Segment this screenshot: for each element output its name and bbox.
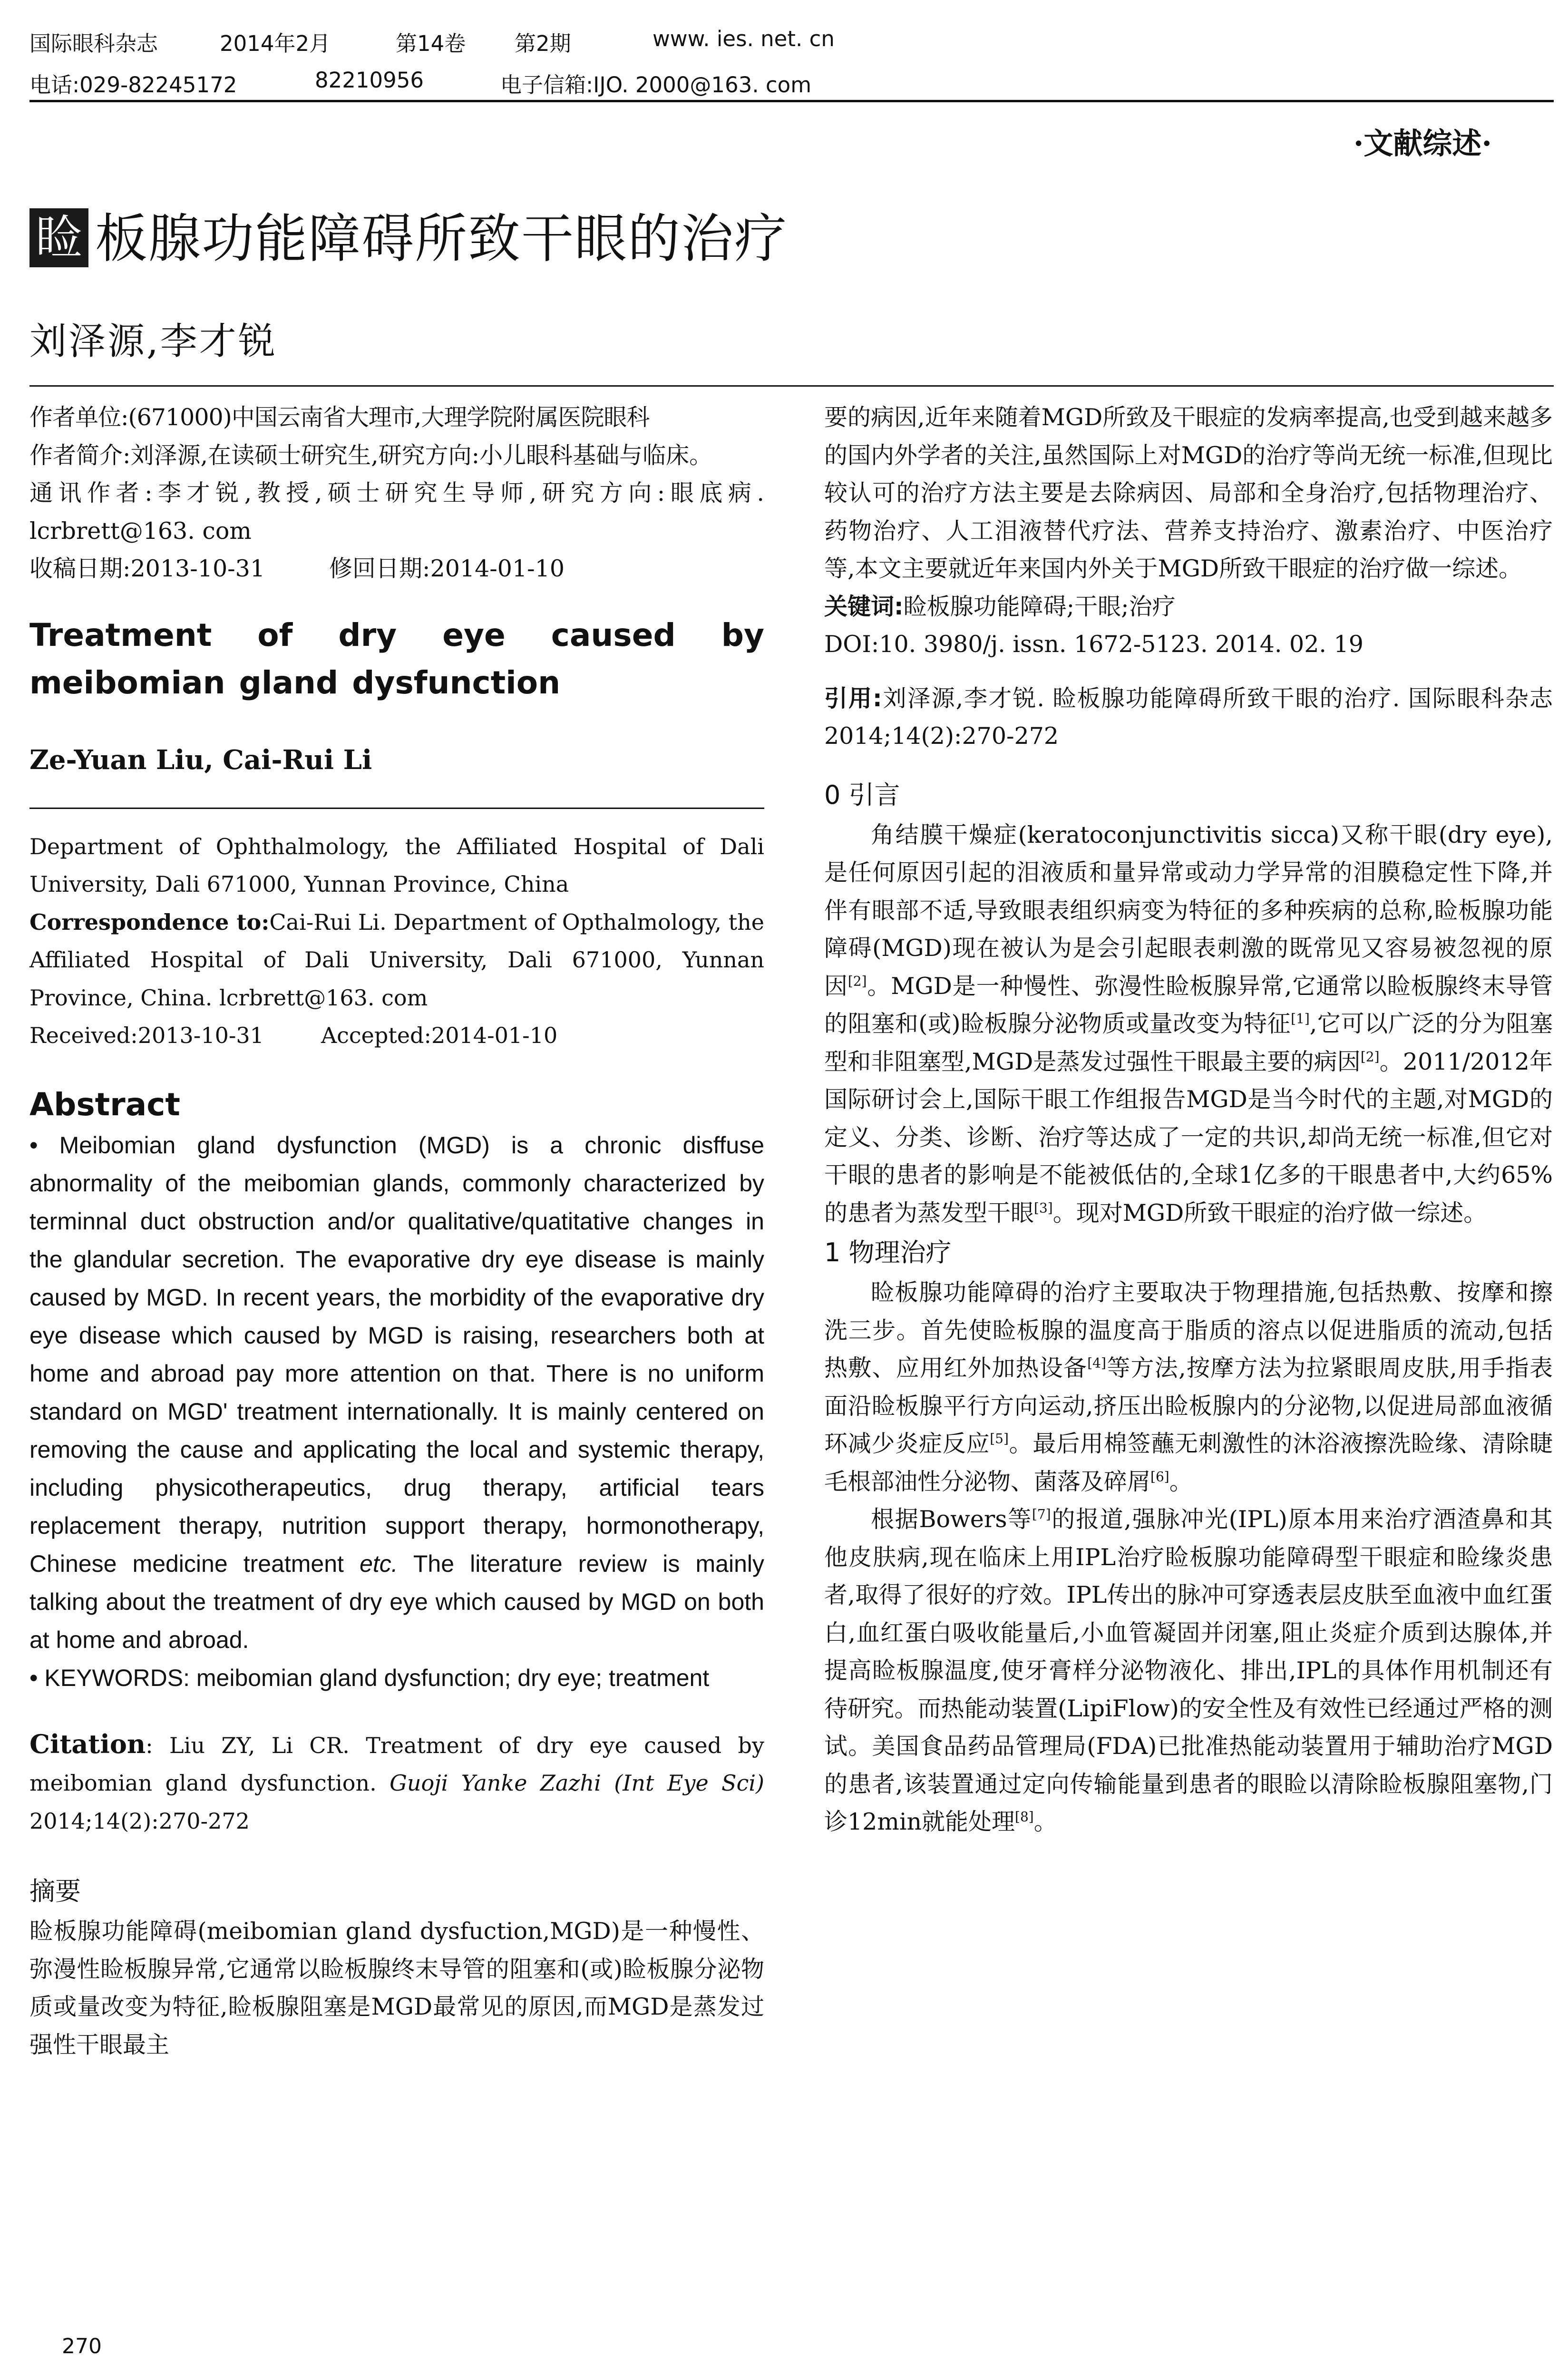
correspondence-label: Correspondence to: [29,909,270,935]
chinese-abstract-cont: 要的病因,近年来随着MGD所致及干眼症的发病率提高,也受到越来越多的国内外学者的关注,虽然国际上对MGD的治疗等尚无统一标准,但现比较认可的治疗方法主要是去除病因、局部和全身治疗,包括物理治疗、药物治疗、人工泪液替代疗法、营养支持治疗、激素治疗、中医治疗等,本文主要就近年来国内外关于MGD所致干眼症的治疗做一综述。 [824,404,1553,582]
citation-ref[interactable]: [4] [1087,1355,1106,1371]
chinese-keywords: 关键词:睑板腺功能障碍;干眼;治疗 [824,593,1176,620]
english-accepted: Accepted:2014-01-10 [321,1023,558,1048]
citation-ref[interactable]: [7] [1032,1506,1051,1522]
dates-cn [29,550,764,588]
received-date: 收稿日期:2013-10-31 [29,555,265,582]
phone: 电话:029-82245172 [29,72,237,97]
author-affiliation: 作者单位:(671000)中国云南省大理市,大理学院附属医院眼科 [29,404,650,431]
journal-name: 国际眼科杂志 [29,31,158,56]
left-column [29,399,764,2064]
chinese-abstract-heading: 摘要 [29,1876,81,1906]
header-rule [29,100,1554,102]
citation-ref[interactable]: [5] [990,1431,1009,1447]
citation-ref[interactable]: [2] [1360,1049,1380,1065]
abstract-text: • Meibomian gland dysfunction (MGD) is a chronic disffuse abnormality of the meibomian glands, commonly characterized by terminnal duct obstruction and/or qualitative/quatitative changes in the glandular secretion. The evaporative dry eye disease is mainly caused by MGD. In recent years, the morbidity of the evaporative dry eye disease which caused by MGD is raising, researchers both at home and abroad pay more attention on that. There is no uniform standard on MGD' treatment internationally. It is mainly centered on removing the cause and applicating the local and systemic therapy, including physicotherapeutics, drug therapy, artificial tears replacement therapy, nutrition support therapy, hormonotherapy, Chinese medicine treatment etc. The literature review is mainly talking about the treatment of dry eye which caused by MGD on both at home and abroad. [29,1131,764,1653]
citation-ref[interactable]: [6] [1150,1469,1169,1485]
volume: 第14卷 [396,31,466,56]
citation: Citation: Liu ZY, Li CR. Treatment of dry eye caused by meibomian gland dysfunction. Guoji Yanke Zazhi (Int Eye Sci) 2014;14(2):270-272 [29,1728,764,1834]
citation-ref[interactable]: [2] [847,973,867,989]
english-correspondence: Correspondence to:Cai-Rui Li. Department of Opthalmology, the Affiliated Hospital of Dali University, Dali 671000, Yunnan Province, China. lcrbrett@163. com [29,909,765,1011]
issue: 第2期 [515,31,571,56]
section-1-paragraph-2: 根据Bowers等[7]的报道,强脉冲光(IPL)原本用来治疗酒渣鼻和其他皮肤病,现在临床上用IPL治疗睑板腺功能障碍型干眼症和睑缘炎患者,取得了很好的疗效。IPL传出的脉冲可穿透表层皮肤至血液中血红蛋白,血红蛋白吸收能量后,小血管凝固并闭塞,阻止炎症介质到达腺体,并提高睑板腺温度,使牙膏样分泌物液化、排出,IPL的具体作用机制还有待研究。而热能动装置(LipiFlow)的安全性及有效性已经通过严格的测试。美国食品药品管理局(FDA)已批准热能动装置用于辅助治疗MGD的患者,该装置通过定向传输能量到患者的眼睑以清除睑板腺阻塞物,门诊12min就能处理[8]。 [824,1506,1553,1835]
citation-ref[interactable]: [1] [1291,1011,1310,1027]
english-keywords: • KEYWORDS: meibomian gland dysfunction; dry eye; treatment [29,1664,710,1691]
right-column [824,399,1553,1841]
authors-cn: 刘泽源,李才锐 [29,320,277,363]
english-title: Treatment of dry eye caused by meibomian gland dysfunction [29,616,764,701]
citation-ref[interactable]: [8] [1015,1809,1034,1825]
chinese-abstract: 睑板腺功能障碍(meibomian gland dysfuction,MGD)是一种慢性、弥漫性睑板腺异常,它通常以睑板腺终末导管的阻塞和(或)睑板腺分泌物质或量改变为特征,睑板腺阻塞是MGD最常见的原因,而MGD是蒸发过强性干眼最主 [29,1918,764,2058]
title-rule [29,385,1554,387]
issue-date: 2014年2月 [220,31,331,56]
english-department: Department of Ophthalmology, the Affiliated Hospital of Dali University, Dali 671000, Yunnan Province, China [29,833,764,897]
doi[interactable]: DOI:10. 3980/j. issn. 1672-5123. 2014. 02. 19 [824,631,1363,658]
section-0-heading: 0 引言 [824,779,900,810]
abstract-heading: Abstract [29,1086,180,1123]
title-first-char: 睑 [29,208,88,267]
section-1-paragraph-1: 睑板腺功能障碍的治疗主要取决于物理措施,包括热敷、按摩和擦洗三步。首先使睑板腺的温度高于脂质的溶点以促进脂质的流动,包括热敷、应用红外加热设备[4]等方法,按摩方法为拉紧眼周皮肤,用手指表面沿睑板腺平行方向运动,挤压出睑板腺内的分泌物,以促进局部血液循环减少炎症反应[5]。最后用棉签蘸无刺激性的沐浴液擦洗睑缘、清除睫毛根部油性分泌物、菌落及碎屑[6]。 [824,1279,1553,1495]
keywords-label: 关键词: [824,593,904,620]
citation-ref[interactable]: [3] [1034,1200,1053,1216]
fax: 82210956 [315,68,424,93]
section-0-paragraph: 角结膜干燥症(keratoconjunctivitis sicca)又称干眼(dry eye),是任何原因引起的泪液质和量异常或动力学异常的泪膜稳定性下降,并伴有眼部不适,导致眼表组织病变为特征的多种疾病的总称,睑板腺功能障碍(MGD)现在被认为是会引起眼表刺激的既常见又容易被忽视的原因[2]。MGD是一种慢性、弥漫性睑板腺异常,它通常以睑板腺终末导管的阻塞和(或)睑板腺分泌物质或量改变为特征[1],它可以广泛的分为阻塞型和非阻塞型,MGD是蒸发过强性干眼最主要的病因[2]。2011/2012年国际研讨会上,国际干眼工作组报告MGD是当今时代的主题,对MGD的定义、分类、诊断、治疗等达成了一定的共识,却尚无统一标准,但它对干眼的患者的影响是不能被低估的,全球1亿多的干眼患者中,大约65%的患者为蒸发型干眼[3]。现对MGD所致干眼症的治疗做一综述。 [824,821,1553,1227]
revised-date: 修回日期:2014-01-10 [329,555,565,582]
page-number: 270 [62,2334,102,2358]
email[interactable]: 电子信箱:IJO. 2000@163. com [500,72,812,97]
author-intro: 作者简介:刘泽源,在读硕士研究生,研究方向:小儿眼科基础与临床。 [29,441,713,469]
journal-website[interactable]: www. ies. net. cn [653,26,835,51]
section-1-heading: 1 物理治疗 [824,1237,952,1267]
english-authors: Ze-Yuan Liu, Cai-Rui Li [29,744,372,776]
corresponding-author: 通讯作者:李才锐,教授,硕士研究生导师,研究方向:眼底病. lcrbrett@163. com [29,479,764,545]
citation-cn: 引用:刘泽源,李才锐. 睑板腺功能障碍所致干眼的治疗. 国际眼科杂志 2014;14(2):270-272 [824,684,1553,750]
english-received: Received:2013-10-31 [29,1023,264,1048]
article-title: 板腺功能障碍所致干眼的治疗 [95,208,788,269]
section-tag: ·文献综述· [1353,126,1492,161]
citation-cn-label: 引用: [824,684,882,712]
english-dates [29,1017,764,1055]
citation-label: Citation [29,1728,146,1759]
